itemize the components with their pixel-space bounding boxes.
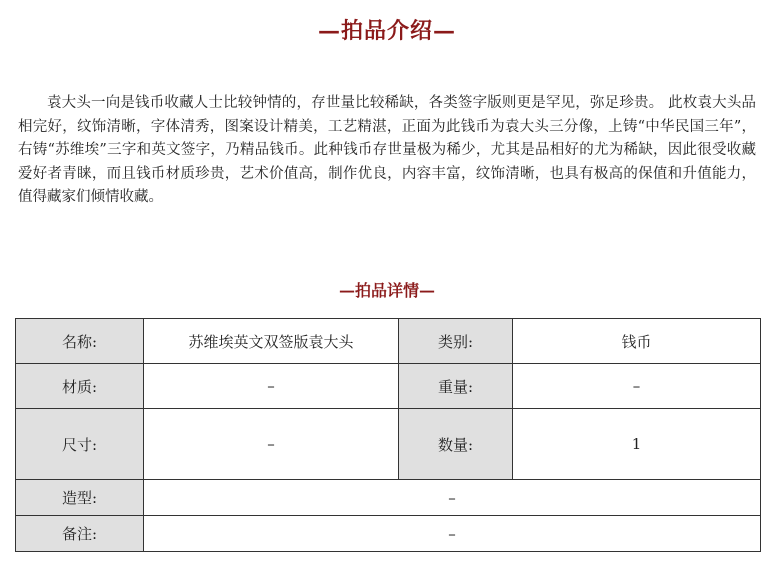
intro-paragraph: 袁大头一向是钱币收藏人士比较钟情的，存世量比较稀缺，各类签字版则更是罕见，弥足珍贵。 此枚袁大头品相完好，纹饰清晰，字体清秀，图案设计精美，工艺精湛，正面为此钱币为袁大头三分像，上铸“中华民国三年”，右铸“苏维埃”三字和英文签字，乃精品钱币。此种钱币存世量极为稀少，尤其是品相好的尤为稀缺，因此很受收藏爱好者青睐，而且钱币材质珍贵，艺术价值高，制作优良，内容丰富，纹饰清晰，也具有极高的保值和升值能力，值得藏家们倾情收藏。 xyxy=(18,95,756,205)
weight-value: – xyxy=(513,364,761,409)
table-row xyxy=(16,409,761,480)
table-row xyxy=(16,480,761,516)
table-row xyxy=(16,319,761,364)
quantity-label: 数量: xyxy=(399,409,513,480)
table-row xyxy=(16,516,761,552)
material-label: 材质: xyxy=(16,364,144,409)
details-table xyxy=(15,318,761,552)
details-section-title: —拍品详情— xyxy=(338,281,435,300)
material-value: – xyxy=(144,364,399,409)
shape-label: 造型: xyxy=(16,480,144,516)
quantity-value: 1 xyxy=(513,409,761,480)
remark-label: 备注: xyxy=(16,516,144,552)
name-value: 苏维埃英文双签版袁大头 xyxy=(144,319,399,364)
shape-value: – xyxy=(144,480,761,516)
table-row xyxy=(16,364,761,409)
page-title: —拍品介绍— xyxy=(317,18,456,44)
weight-label: 重量: xyxy=(399,364,513,409)
remark-value: – xyxy=(144,516,761,552)
size-label: 尺寸: xyxy=(16,409,144,480)
category-label: 类别: xyxy=(399,319,513,364)
category-value: 钱币 xyxy=(513,319,761,364)
name-label: 名称: xyxy=(16,319,144,364)
size-value: – xyxy=(144,409,399,480)
